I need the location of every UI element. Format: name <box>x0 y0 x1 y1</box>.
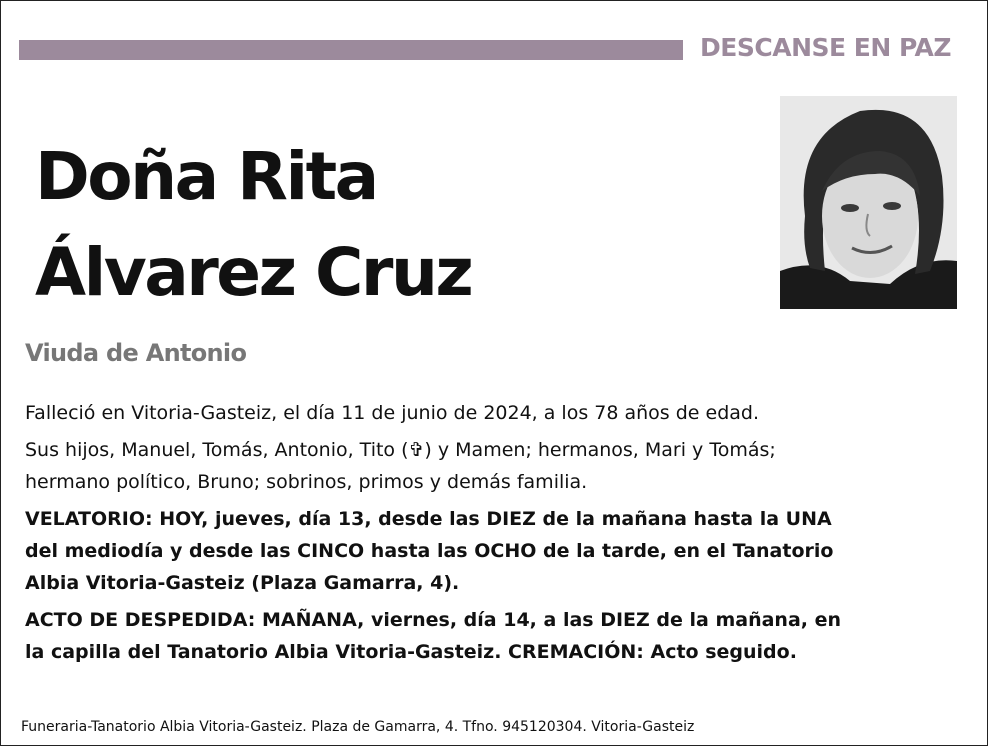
name-line-1: Doña Rita <box>35 138 377 215</box>
family-line-2: hermano político, Bruno; sobrinos, primos y demás familia. <box>25 471 588 493</box>
funeral-home-footer: Funeraria-Tanatorio Albia Vitoria-Gasteiz. Plaza de Gamarra, 4. Tfno. 945120304. Vitoria-Gasteiz <box>21 719 695 735</box>
portrait-photo <box>780 96 957 309</box>
header-bar <box>19 40 683 60</box>
wake-notice <box>25 503 965 599</box>
family-notice <box>25 434 965 498</box>
wake-line-1: VELATORIO: HOY, jueves, día 13, desde las DIEZ de la mañana hasta la UNA <box>25 508 832 530</box>
farewell-line-2: la capilla del Tanatorio Albia Vitoria-Gasteiz. CREMACIÓN: Acto seguido. <box>25 641 797 663</box>
death-notice: Falleció en Vitoria-Gasteiz, el día 11 de junio de 2024, a los 78 años de edad. <box>25 402 760 424</box>
farewell-notice <box>25 604 965 668</box>
notice-body <box>25 397 965 668</box>
wake-line-2: del mediodía y desde las CINCO hasta las OCHO de la tarde, en el Tanatorio <box>25 540 834 562</box>
wake-line-3: Albia Vitoria-Gasteiz (Plaza Gamarra, 4). <box>25 572 460 594</box>
header-label: DESCANSE EN PAZ <box>700 33 951 62</box>
portrait-illustration <box>780 96 957 309</box>
widow-of-label: Viuda de Antonio <box>25 339 247 367</box>
name-line-2: Álvarez Cruz <box>35 234 472 311</box>
deceased-name <box>35 129 471 321</box>
family-line-1: Sus hijos, Manuel, Tomás, Antonio, Tito (✞) y Mamen; hermanos, Mari y Tomás; <box>25 439 776 461</box>
farewell-line-1: ACTO DE DESPEDIDA: MAÑANA, viernes, día 14, a las DIEZ de la mañana, en <box>25 609 842 631</box>
